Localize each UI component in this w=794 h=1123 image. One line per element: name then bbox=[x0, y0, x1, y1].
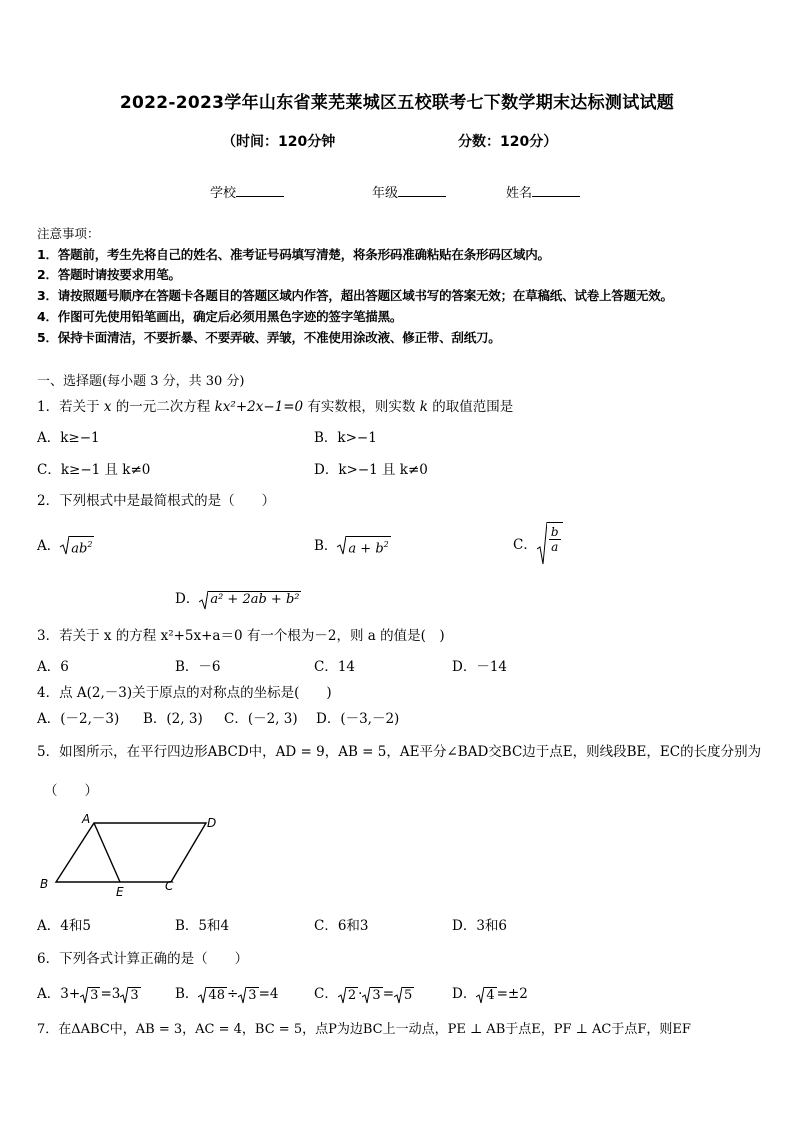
question-4-stem: 4．点 A(2,－3)关于原点的对称点的坐标是( ) bbox=[37, 685, 332, 701]
q4-option-b: B．(2, 3) bbox=[143, 711, 203, 727]
q5-option-a: A．4和5 bbox=[37, 918, 91, 934]
note-item: 5．保持卡面清洁，不要折暴、不要弄破、弄皱，不准使用涂改液、修正带、刮纸刀。 bbox=[37, 330, 501, 345]
q1-option-d: D．k>−1 且 k≠0 bbox=[314, 462, 428, 478]
exam-score: 分数：120分） bbox=[458, 134, 558, 150]
q2-option-a: A． $ab^2$ bbox=[37, 534, 94, 558]
sqrt-symbol: $a + b^2$ bbox=[337, 535, 390, 557]
note-item: 4．作图可先使用铅笔画出，确定后必须用黑色字迹的签字笔描黑。 bbox=[37, 309, 403, 324]
grade-field: 年级 bbox=[372, 182, 446, 201]
point-label: C bbox=[165, 879, 174, 893]
sqrt-symbol: $\frac{b}{a}$ bbox=[537, 521, 563, 565]
q5-paren: （ ） bbox=[44, 783, 98, 799]
q4-option-a: A．(－2,－3) bbox=[37, 711, 120, 727]
q3-option-a: A．6 bbox=[37, 659, 69, 675]
q4-option-d: D．(－3,－2) bbox=[316, 711, 400, 727]
question-5-stem: 5．如图所示，在平行四边形ABCD中，AD = 9，AB = 5，AE平分∠BAD交BC边于点E，则线段BE，EC的长度分别为 bbox=[37, 744, 762, 760]
section-heading: 一、选择题(每小题 3 分，共 30 分) bbox=[37, 374, 245, 389]
parallelogram-figure bbox=[36, 810, 226, 902]
note-item: 2．答题时请按要求用笔。 bbox=[37, 267, 181, 282]
question-3-stem: 3．若关于 x 的方程 x²+5x+a＝0 有一个根为－2，则 a 的值是( ) bbox=[37, 628, 445, 644]
question-1-stem: 1．若关于 x 的一元二次方程 kx²+2x−1=0 有实数根，则实数 k 的取值范围是 bbox=[37, 399, 514, 415]
question-7-stem: 7．在ΔABC中，AB = 3，AC = 4，BC = 5，点P为边BC上一动点，PE ⊥ AB于点E，PF ⊥ AC于点F，则EF bbox=[37, 1022, 691, 1037]
point-label: B bbox=[40, 877, 49, 891]
exam-time: （时间：120分钟 bbox=[222, 134, 336, 150]
point-label: A bbox=[82, 812, 91, 826]
q6-option-c: C． 2 · 3 = 5 bbox=[314, 986, 413, 1003]
page-title: 2022-2023学年山东省莱芜莱城区五校联考七下数学期末达标测试试题 bbox=[119, 93, 675, 113]
q6-option-a: A．3+ 3 =3 3 bbox=[37, 986, 139, 1003]
q3-option-d: D．－14 bbox=[452, 659, 508, 675]
q6-option-d: D． 4 =±2 bbox=[452, 986, 528, 1003]
q6-option-b: B． 48 ÷ 3 =4 bbox=[175, 986, 279, 1003]
q4-option-c: C．(－2, 3) bbox=[224, 711, 298, 727]
sqrt-symbol: $ab^2$ bbox=[60, 535, 94, 557]
q5-option-b: B．5和4 bbox=[175, 918, 230, 934]
q3-option-c: C．14 bbox=[314, 659, 356, 675]
note-item: 3．请按照题号顺序在答题卡各题目的答题区域内作答，超出答题区域书写的答案无效；在草稿纸、试卷上答题无效。 bbox=[37, 288, 673, 303]
sqrt-symbol: a² + 2ab + b² bbox=[199, 590, 301, 610]
q5-option-c: C．6和3 bbox=[314, 918, 369, 934]
q3-option-b: B．－6 bbox=[175, 659, 221, 675]
question-6-stem: 6．下列各式计算正确的是（ ） bbox=[37, 951, 249, 967]
q1-option-c: C．k≥−1 且 k≠0 bbox=[37, 462, 151, 478]
q2-option-d: D． a² + 2ab + b² bbox=[175, 587, 301, 610]
question-2-stem: 2．下列根式中是最简根式的是（ ） bbox=[37, 493, 276, 509]
notes-heading: 注意事项： bbox=[37, 226, 100, 241]
point-label: D bbox=[207, 816, 217, 830]
q1-option-b: B．k>−1 bbox=[314, 430, 377, 446]
q2-option-b: B． $a + b^2$ bbox=[314, 534, 391, 558]
note-item: 1．答题前，考生先将自己的姓名、准考证号码填写清楚，将条形码准确粘贴在条形码区域内。 bbox=[37, 247, 550, 262]
q5-option-d: D．3和6 bbox=[452, 918, 508, 934]
q1-option-a: A．k≥−1 bbox=[37, 430, 100, 446]
q2-option-c: C． $\frac{b}{a}$ bbox=[513, 521, 563, 565]
school-field: 学校 bbox=[210, 182, 284, 201]
point-label: E bbox=[116, 885, 124, 899]
name-field: 姓名 bbox=[506, 182, 580, 201]
